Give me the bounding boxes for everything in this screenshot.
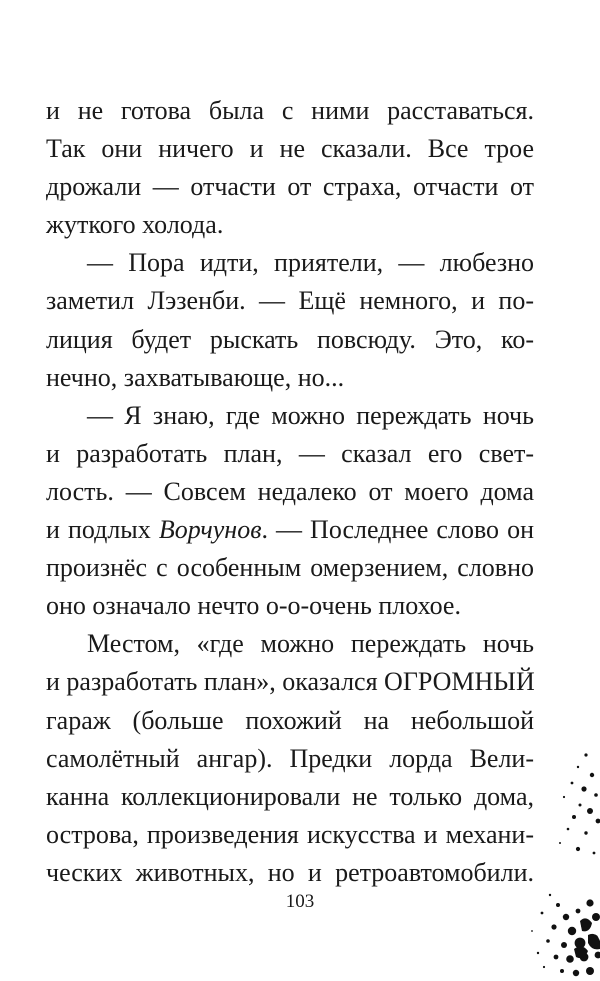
ink-splatter-icon [520, 745, 600, 981]
text-line: лость. — Совсем недалеко от моего дома [46, 476, 534, 506]
text-line: Так они ничего и не сказали. Все трое [46, 134, 534, 164]
text-line: дрожали — отчасти от страха, отчасти от [46, 172, 534, 202]
text-line: оно означало нечто о-о-очень плохое. [46, 591, 461, 621]
text-line: заметил Лэзенби. — Ещё немного, и по- [46, 286, 534, 316]
text-line: и не готова была с ними расставаться. [46, 96, 534, 125]
text-segment: . — Последнее слово он [261, 515, 534, 545]
body-text [46, 92, 534, 892]
text-line: — Я знаю, где можно переждать ночь [87, 400, 534, 430]
text-line: жуткого холода. [46, 210, 224, 240]
text-line: произнёс с особенным омерзением, словно [46, 553, 534, 583]
text-line [46, 511, 534, 549]
text-line: лиция будет рыскать повсюду. Это, ко- [46, 324, 534, 354]
text-line: — Пора идти, приятели, — любезно [87, 248, 534, 278]
text-line: самолётный ангар). Предки лорда Вели- [46, 743, 534, 773]
italic-word: Ворчунов [158, 515, 262, 545]
text-line: гараж (больше похожий на небольшой [46, 705, 534, 735]
text-line: острова, произведения искусства и механи- [46, 819, 534, 849]
page-number: 103 [285, 891, 315, 912]
text-line: и разработать план», оказался ОГРОМНЫЙ [46, 667, 535, 697]
text-line: Местом, «где можно переждать ночь [87, 629, 534, 659]
text-line: нечно, захватывающе, но... [46, 362, 345, 392]
text-line: и разработать план, — сказал его свет- [46, 438, 534, 468]
text-line: канна коллекционировали не только дома, [46, 781, 534, 811]
text-segment: и подлых [46, 515, 159, 545]
text-line: ческих животных, но и ретроавтомобили. [46, 857, 534, 887]
